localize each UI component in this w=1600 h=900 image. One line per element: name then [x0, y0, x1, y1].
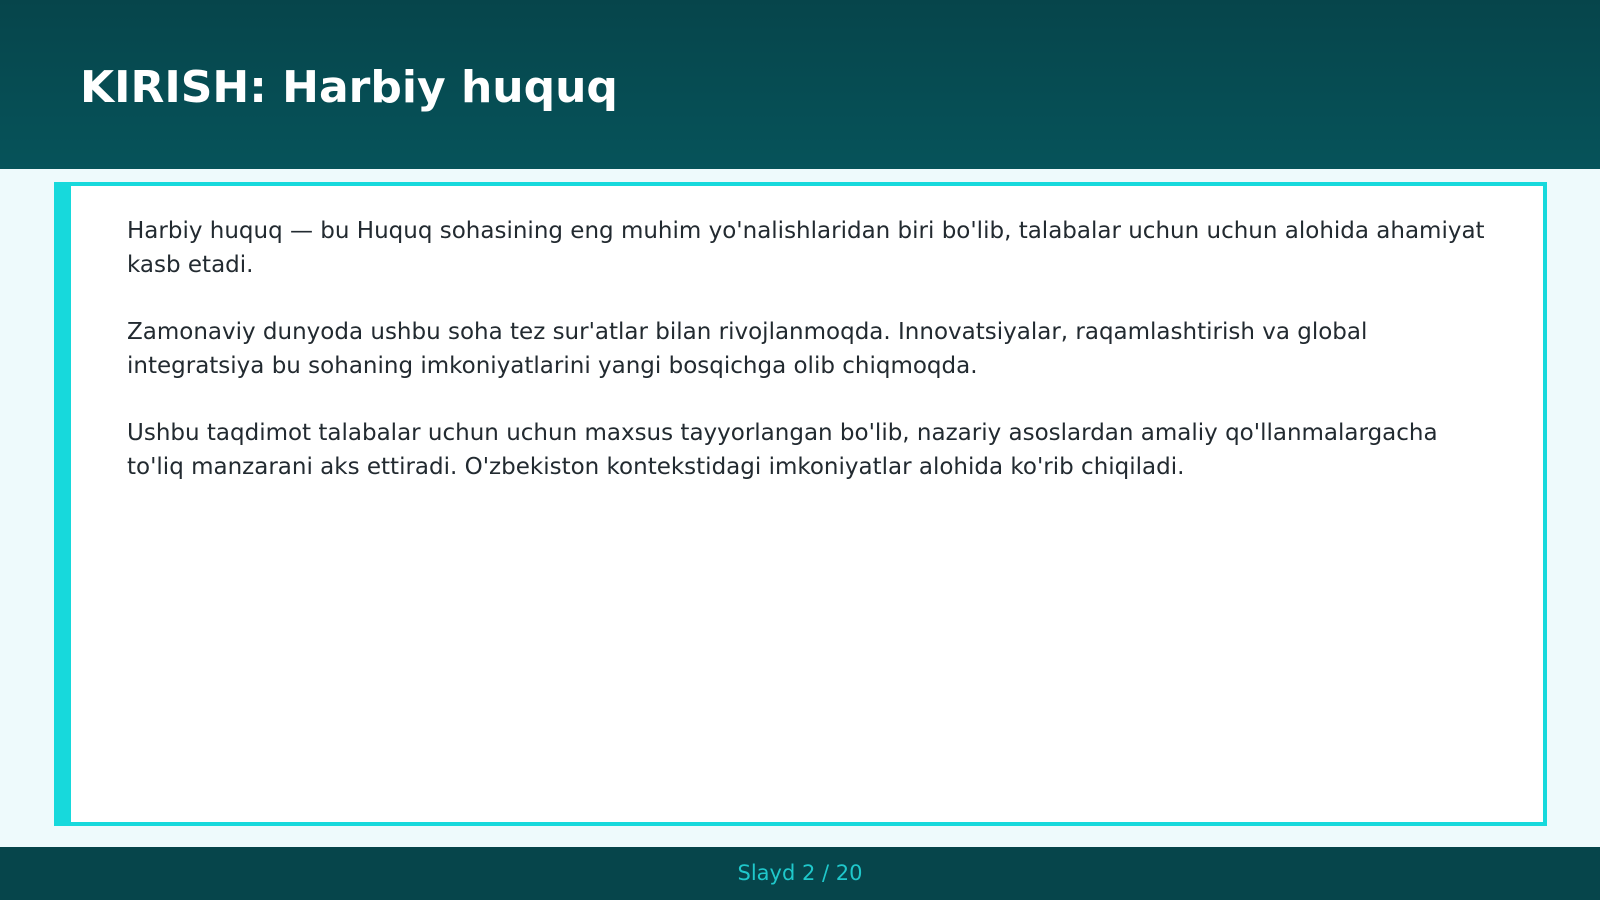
content-box	[54, 182, 1547, 826]
slide-header	[0, 0, 1600, 169]
paragraph-development: Zamonaviy dunyoda ushbu soha tez sur'atlar bilan rivojlanmoqda. Innovatsiyalar, raqamlashtirish va global integratsiya bu sohaning imkoniyatlarini yangi bosqichga olib chiqmoqda.	[127, 319, 1368, 379]
paragraph-intro: Harbiy huquq — bu Huquq sohasining eng muhim yo'nalishlaridan biri bo'lib, talabalar uchun uchun alohida ahamiyat kasb etadi.	[127, 218, 1485, 278]
slide-counter: Slayd 2 / 20	[737, 861, 863, 885]
paragraph-presentation-purpose: Ushbu taqdimot talabalar uchun uchun maxsus tayyorlangan bo'lib, nazariy asoslardan amaliy qo'llanmalargacha to'liq manzarani aks ettiradi. O'zbekiston kontekstidagi imkoniyatlar alohida ko'rib chiqiladi.	[127, 420, 1438, 480]
slide-title: KIRISH: Harbiy huquq	[80, 62, 618, 113]
content-text	[127, 214, 1492, 517]
slide-footer	[0, 847, 1600, 900]
